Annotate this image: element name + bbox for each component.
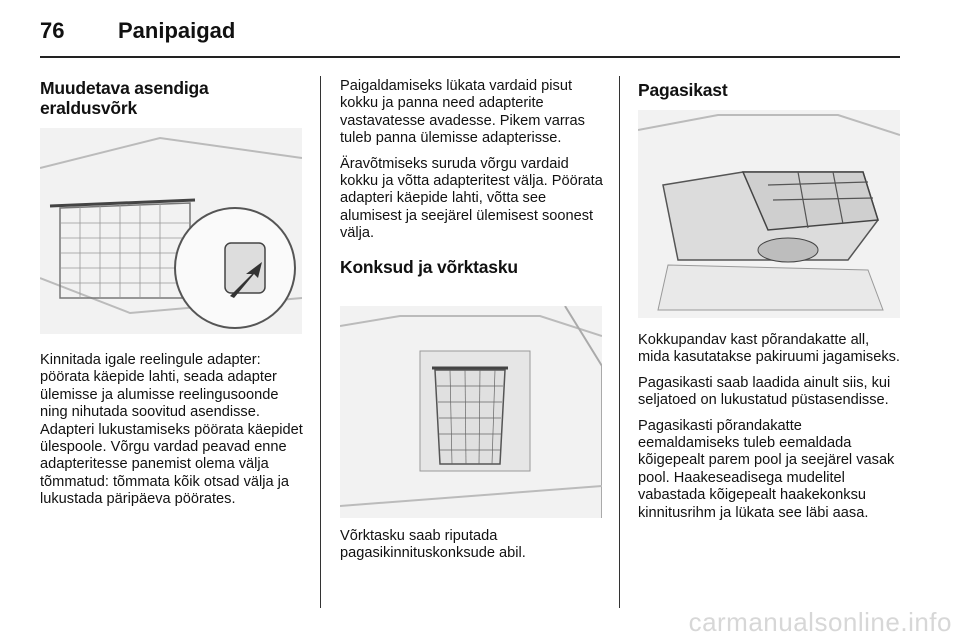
illustration-partition-net bbox=[40, 128, 302, 334]
column-separator-1 bbox=[320, 76, 321, 608]
paragraph: Paigaldamiseks lükata vardaid pisut kokku ja panna need adapterite vastavatesse avadesse. Pikem varras tuleb panna ülemisse adapterisse. bbox=[340, 78, 585, 147]
section-heading-luggage-box: Pagasikast bbox=[638, 80, 728, 100]
column-2-text-bottom bbox=[340, 528, 608, 571]
site-watermark: carmanualsonline.info bbox=[688, 607, 952, 637]
illustration-luggage-box bbox=[638, 110, 900, 318]
illustration-net-pocket bbox=[340, 306, 602, 518]
section-heading-partition-net bbox=[40, 78, 308, 118]
column-2-text-top bbox=[340, 78, 608, 277]
paragraph: Kinnitada igale reelingule adapter: pöörata käepide lahti, seada adapter ülemisse ja alumisse reelingusoonde ning nihutada soovitud asendisse. Adapteri lukustamiseks pöörata käepidet ülespoole. Võrgu vardad peavad enne adapteritesse panemist olema välja tõmmatud: tõmmata kõik otsad välja ja lukustada päripäeva pöörates. bbox=[40, 352, 303, 508]
heading-line-1: Muudetava asendiga bbox=[40, 78, 209, 98]
column-separator-2 bbox=[619, 76, 620, 608]
page-header bbox=[40, 16, 900, 56]
paragraph: Pagasikasti põrandakatte eemaldamiseks tuleb eemaldada kõigepealt parem pool ja seejärel vasak pool. Haakeseadisega mudelitel vabastada kõigepealt haakekonksu kinnitusrihm ja lükata see läbi aasa. bbox=[638, 417, 895, 521]
column-1 bbox=[40, 68, 308, 118]
column-3-heading bbox=[638, 80, 904, 100]
column-1-text bbox=[40, 352, 308, 517]
header-rule bbox=[40, 56, 900, 58]
paragraph: Võrktasku saab riputada pagasikinnituskonksude abil. bbox=[340, 528, 526, 562]
paragraph: Kokkupandav kast põrandakatte all, mida kasutatakse pakiruumi jagamiseks. bbox=[638, 332, 900, 366]
heading-line-2: eraldusvõrk bbox=[40, 98, 138, 118]
paragraph: Äravõtmiseks suruda võrgu vardaid kokku ja võtta adapteritest välja. Pöörata adapteri käepide lahti, võtta see alumisest ja seejärel ülemisest soonest välja. bbox=[340, 155, 603, 242]
section-heading-hooks-net-pocket: Konksud ja võrktasku bbox=[340, 256, 518, 277]
paragraph: Pagasikasti saab laadida ainult siis, kui seljatoed on lukustatud püstasendisse. bbox=[638, 374, 891, 409]
column-3-text bbox=[638, 332, 904, 530]
chapter-title: Panipaigad bbox=[118, 18, 236, 43]
page-number: 76 bbox=[40, 18, 65, 43]
